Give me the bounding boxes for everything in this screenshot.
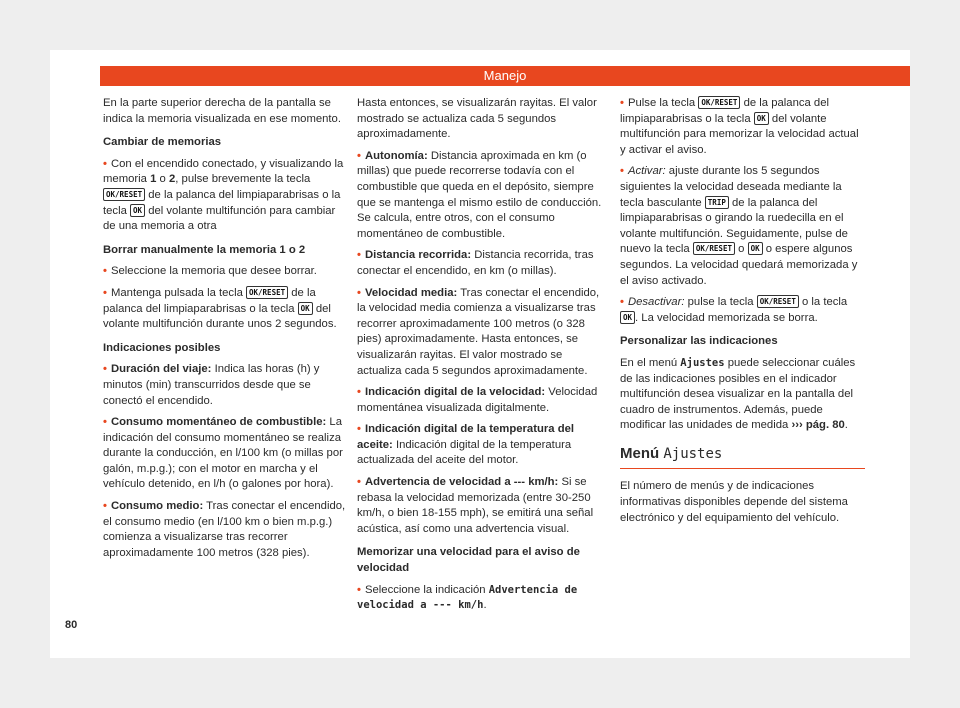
bullet-icon: • — [103, 500, 107, 513]
bullet-icon: • — [103, 157, 107, 170]
page-reference-link[interactable]: ››› pág. 80 — [791, 419, 845, 432]
list-item: • Consumo momentáneo de combustible: La indicación del consumo momentáneo se realiza durante la conducción, en l/100 km (o millas por galón, m.p.g.); con el motor en marcha y el vehículo detenido, en l/h (o galones por hora). — [103, 416, 343, 491]
bullet-icon: • — [357, 583, 361, 596]
ok-reset-key-icon: OK/RESET — [693, 242, 735, 255]
section-title-menu-ajustes: Menú Ajustes — [620, 446, 865, 470]
ok-key-icon: OK — [298, 302, 313, 315]
heading-indicaciones-posibles: Indicaciones posibles — [103, 341, 221, 354]
bullet-icon: • — [103, 416, 107, 429]
list-item: • Con el encendido conectado, y visualizando la memoria 1 o 2, pulse brevemente la tecla OK/RESET de la palanca del limpiaparabrisas o la tecla OK del volante multifunción para cambiar de una memoria a otra — [103, 157, 344, 233]
ok-reset-key-icon: OK/RESET — [698, 96, 740, 109]
menu-option-name: Advertencia de velocidad a --- km/h — [357, 583, 578, 612]
ok-reset-key-icon: OK/RESET — [103, 188, 145, 201]
list-item: • Mantenga pulsada la tecla OK/RESET de la palanca del limpiaparabrisas o la tecla OK del volante multifunción durante unos 2 segundos. — [103, 286, 337, 331]
list-item: • Indicación digital de la temperatura del aceite: Indicación digital de la temperatura actualizada del aceite del motor. — [357, 423, 575, 467]
bullet-icon: • — [357, 149, 361, 162]
ok-reset-key-icon: OK/RESET — [757, 295, 799, 308]
bullet-icon: • — [357, 386, 361, 399]
bullet-icon: • — [357, 286, 361, 299]
bullet-icon: • — [620, 296, 624, 309]
bullet-icon: • — [620, 97, 624, 109]
heading-borrar-memoria: Borrar manualmente la memoria 1 o 2 — [103, 243, 306, 256]
ok-key-icon: OK — [754, 112, 769, 125]
list-item: • Distancia recorrida: Distancia recorrida, tras conectar el encendido, en km (o millas). — [357, 249, 594, 277]
list-item: • Desactivar: pulse la tecla OK/RESET o la tecla OK . La velocidad memorizada se borra. — [620, 296, 848, 324]
paragraph: El número de menús y de indicaciones informativas disponibles depende del sistema electrónico y del equipamiento del vehículo. — [620, 480, 848, 524]
paragraph: En el menú Ajustes puede seleccionar cuáles de las indicaciones posibles en el indicador multifunción desea visualizar en la pantalla del cuadro de instrumentos. Además, puede modificar las unidades de medida ››› pág. 80. — [620, 356, 856, 432]
column-3 — [620, 96, 865, 532]
column-1 — [103, 96, 348, 567]
bullet-icon: • — [357, 249, 361, 262]
manual-page — [50, 50, 910, 658]
bullet-icon: • — [357, 476, 361, 489]
section-header: Manejo — [100, 66, 910, 86]
bullet-icon: • — [103, 363, 107, 376]
ok-key-icon: OK — [130, 204, 145, 217]
bullet-icon: • — [357, 423, 361, 436]
menu-name: Ajustes — [680, 356, 725, 369]
trip-key-icon: TRIP — [705, 196, 729, 209]
list-item: • Seleccione la memoria que desee borrar. — [103, 265, 317, 278]
list-item: • Advertencia de velocidad a --- km/h: Si se rebasa la velocidad memorizada (entre 30-250 km/h, o bien 18-155 mph), se emitirá una señal acústica, así como una advertencia visual. — [357, 476, 594, 535]
bullet-icon: • — [103, 286, 107, 299]
heading-cambiar-memorias: Cambiar de memorias — [103, 136, 222, 149]
list-item: • Pulse la tecla OK/RESET de la palanca del limpiaparabrisas o la tecla OK del volante multifunción para memorizar la velocidad actual y activar el aviso. — [620, 97, 859, 156]
bullet-icon: • — [620, 165, 624, 178]
ok-key-icon: OK — [620, 311, 635, 324]
page-number: 80 — [65, 619, 78, 631]
list-item: • Duración del viaje: Indica las horas (h) y minutos (min) transcurridos desde que se conectó el encendido. — [103, 363, 320, 407]
list-item: • Autonomía: Distancia aproximada en km (o millas) que puede recorrerse todavía con el combustible que queda en el depósito, siempre que se mantenga el mismo estilo de conducción. Se calcula, entre otros, con el consumo momentáneo de combustible. — [357, 149, 602, 240]
heading-personalizar: Personalizar las indicaciones — [620, 335, 778, 348]
column-2 — [357, 96, 602, 620]
bullet-icon: • — [103, 265, 107, 278]
paragraph: En la parte superior derecha de la pantalla se indica la memoria visualizada en ese momento. — [103, 97, 341, 125]
list-item: • Seleccione la indicación Advertencia de velocidad a --- km/h. — [357, 583, 578, 612]
heading-memorizar-velocidad: Memorizar una velocidad para el aviso de velocidad — [357, 546, 580, 575]
ok-key-icon: OK — [748, 242, 763, 255]
list-item: • Consumo medio: Tras conectar el encendido, el consumo medio (en l/100 km o bien m.p.g.) comienza a visualizarse tras recorrer aproximadamente 100 metros (328 pies). — [103, 500, 346, 559]
list-item: • Activar: ajuste durante los 5 segundos siguientes la velocidad deseada mediante la tecla basculante TRIP de la palanca del limpiaparabrisas o girando la ruedecilla en el volante multifunción. Seguidamente, pulse de nuevo la tecla OK/RESET o OK o espere algunos segundos. La velocidad quedará memorizada y el aviso activado. — [620, 165, 858, 287]
list-item: • Indicación digital de la velocidad: Velocidad momentánea visualizada digitalmente. — [357, 386, 598, 414]
paragraph: Hasta entonces, se visualizarán rayitas. El valor mostrado se actualiza cada 5 segundos aproximadamente. — [357, 97, 597, 141]
ok-reset-key-icon: OK/RESET — [246, 286, 288, 299]
list-item: • Velocidad media: Tras conectar el encendido, la velocidad media comienza a visualizarse tras recorrer aproximadamente 100 metros (o 328 pies) aproximadamente. Hasta entonces, se visualizarán rayitas. El valor mostrado se actualiza cada 5 segundos aproximadamente. — [357, 286, 600, 377]
